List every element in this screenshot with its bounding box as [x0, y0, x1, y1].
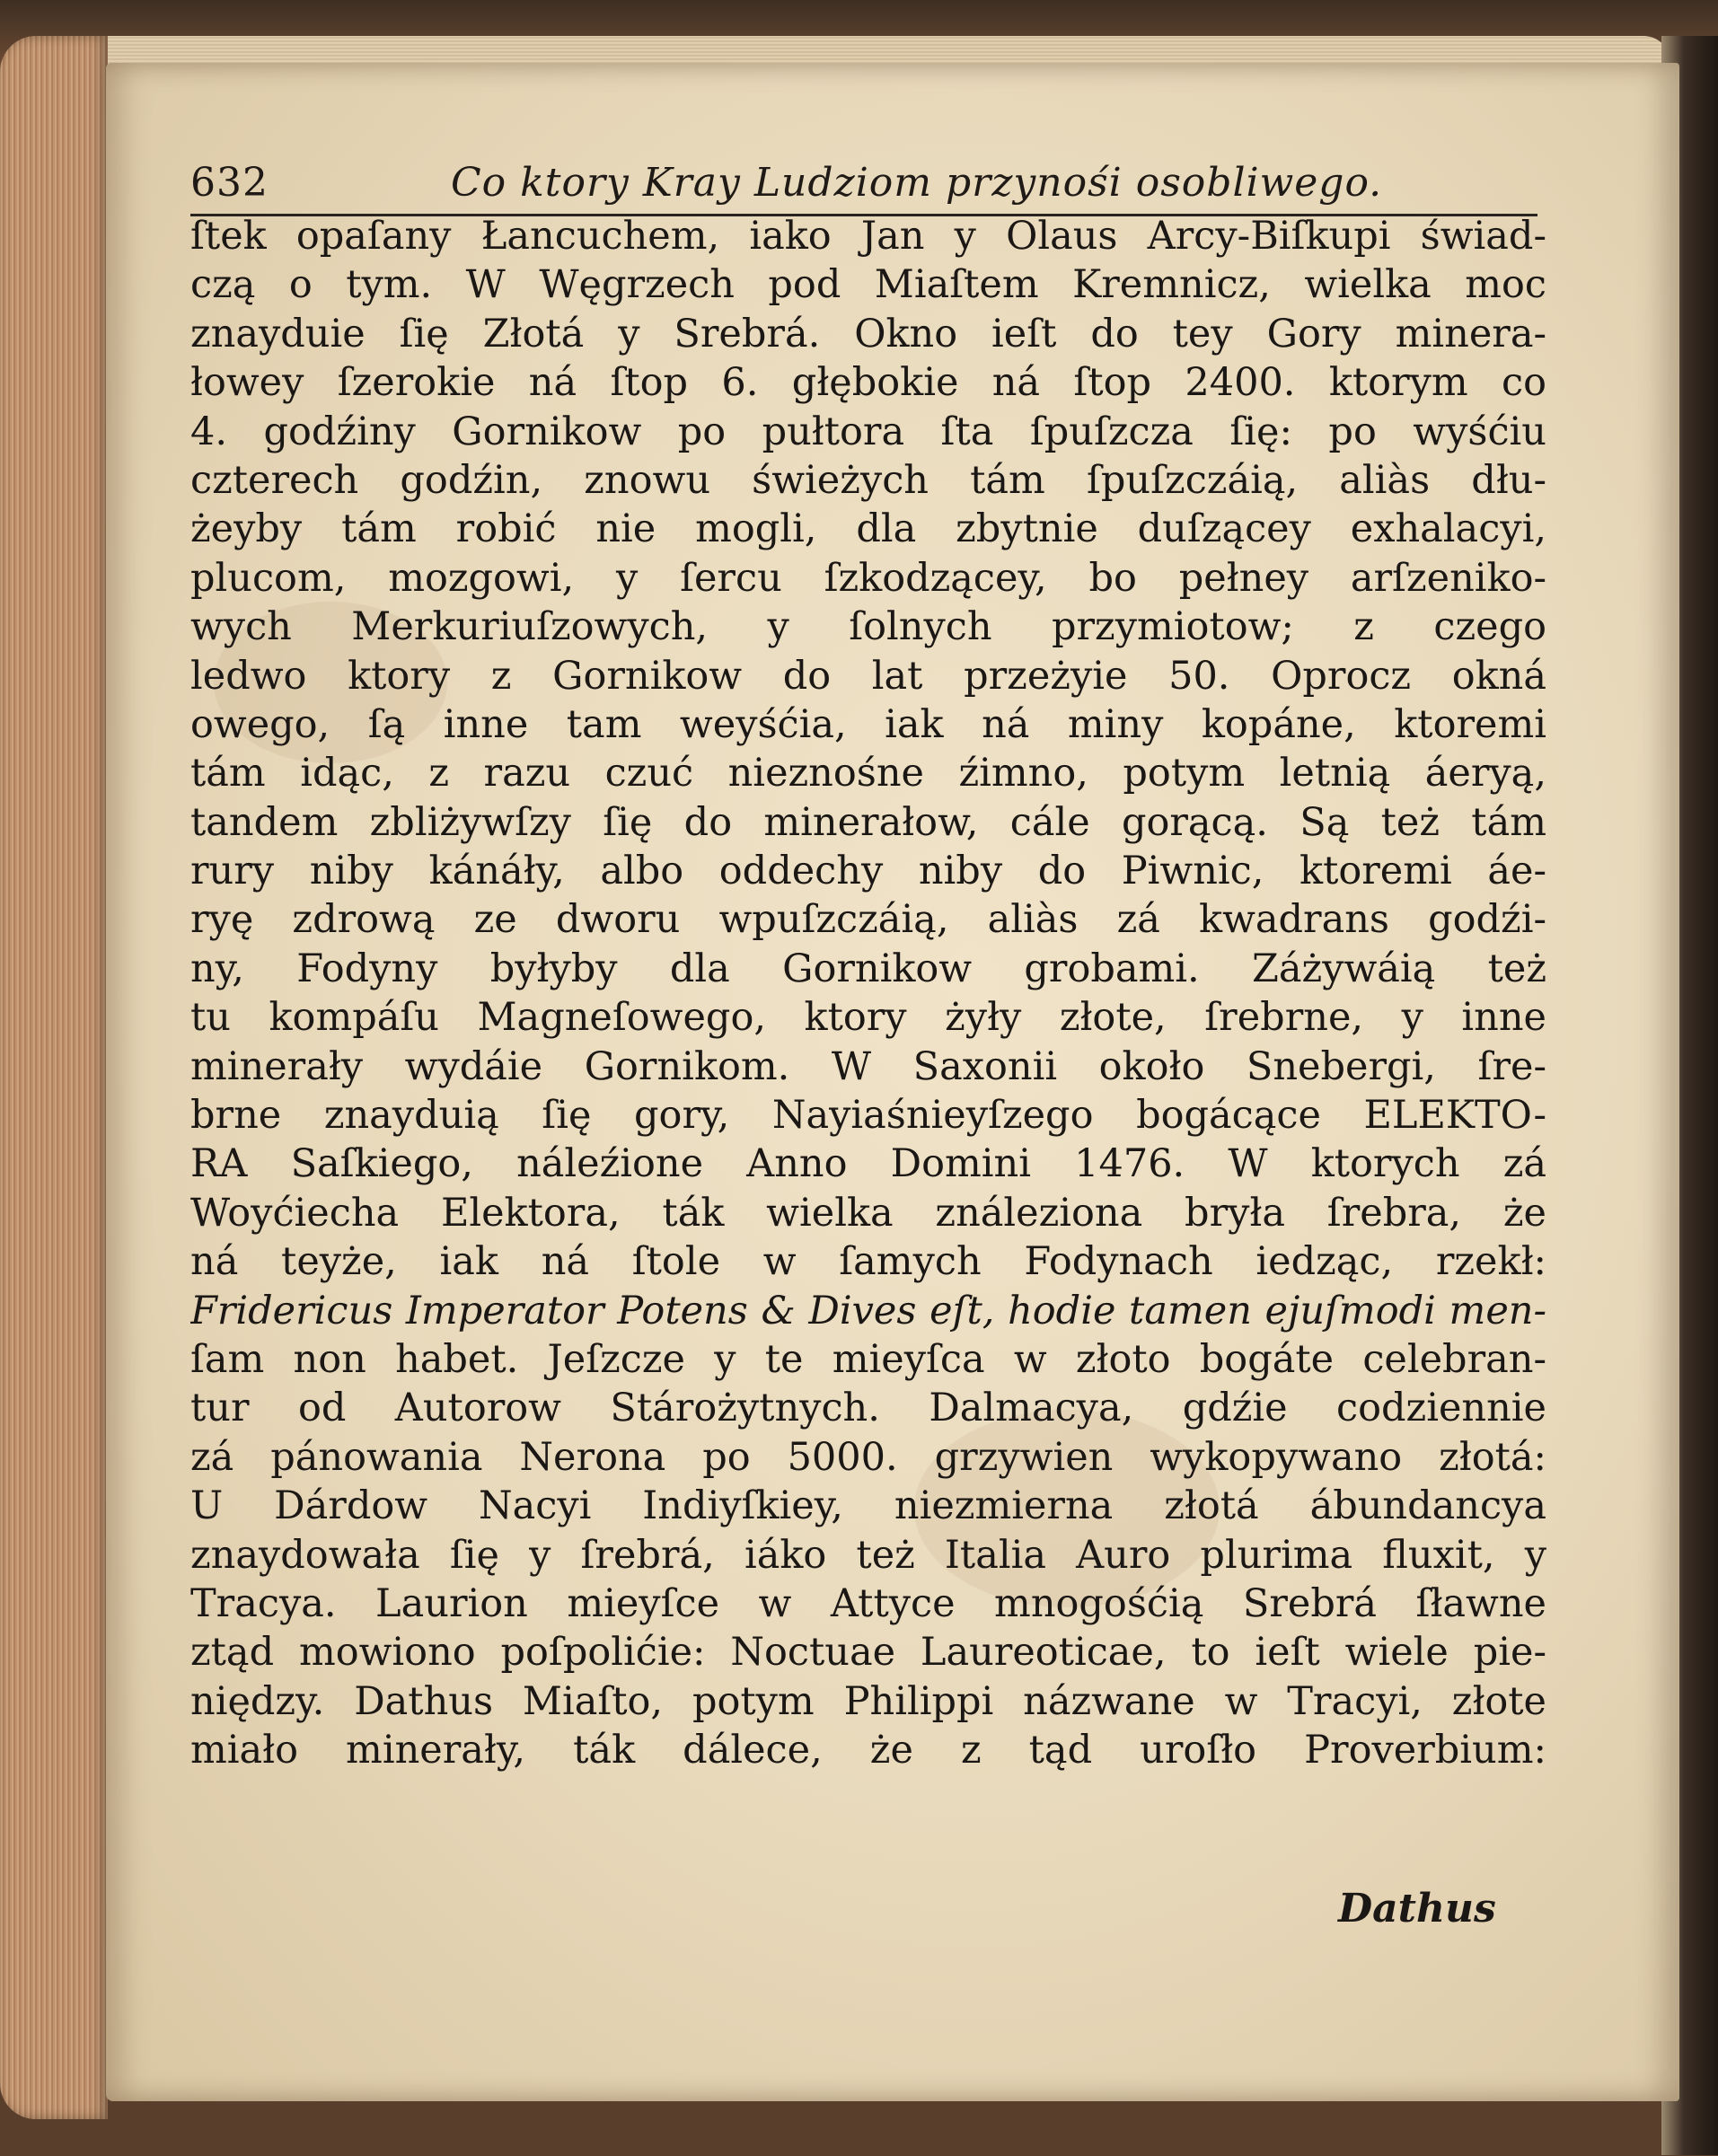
text-line: tám idąc, z razu czuć nieznośne źimno, potym letnią áeryą,	[190, 751, 1546, 796]
text-line: tur od Autorow Stárożytnych. Dalmacya, gdźie codziennie	[190, 1386, 1546, 1431]
text-line: ledwo ktory z Gornikow do lat przeżyie 50. Oprocz okná	[190, 653, 1546, 699]
text-line: U Dárdow Nacyi Indiyſkiey, niezmierna złotá ábundancya	[190, 1483, 1546, 1529]
text-line: znayduie ſię Złotá y Srebrá. Okno ieſt do tey Gory minera-	[190, 311, 1546, 356]
text-line: tandem zbliżywſzy ſię do minerałow, cále gorącą. Są też tám	[190, 799, 1546, 845]
text-line: ná teyże, iak ná ſtole w ſamych Fodynach iedząc, rzekł:	[190, 1239, 1546, 1285]
text-line: zá pánowania Nerona po 5000. grzywien wykopywano złotá:	[190, 1434, 1546, 1480]
text-line: ſam non habet. Jeſzcze y te mieyſca w złoto bogáte celebran-	[190, 1336, 1546, 1382]
text-line: 4. godźiny Gornikow po pułtora ſta ſpuſzcza ſię: po wyśćiu	[190, 409, 1546, 454]
text-line-latin: Fridericus Imperator Potens & Dives eſt, hodie tamen ejuſmodi men-	[190, 1288, 1546, 1333]
text-line: niędzy. Dathus Miaſto, potym Philippi názwane w Tracyi, złote	[190, 1678, 1546, 1724]
text-line: minerały wydáie Gornikom. W Saxonii około Snebergi, ſre-	[190, 1043, 1546, 1089]
book-fore-edge	[0, 36, 108, 2119]
text-line: znaydowała ſię y ſrebrá, iáko też Italia Auro plurima fluxit, y	[190, 1532, 1546, 1578]
text-line: owego, ſą inne tam weyśćia, iak ná miny kopáne, ktoremi	[190, 701, 1546, 747]
text-line: ztąd mowiono poſpolićie: Noctuae Laureoticae, to ieſt wiele pie-	[190, 1630, 1546, 1676]
text-line: ny, Fodyny byłyby dla Gornikow grobami. Záżywáią też	[190, 946, 1546, 991]
text-line: miało minerały, ták dálece, że z tąd uroſło Proverbium:	[190, 1728, 1546, 1773]
catchword: Dathus	[1338, 1886, 1496, 1932]
text-line: plucom, mozgowi, y ſercu ſzkodzącey, bo pełney arſzeniko-	[190, 555, 1546, 601]
text-line: ſtek opaſany Łancuchem, iako Jan y Olaus Arcy-Biſkupi świad-	[190, 214, 1546, 259]
text-line: czą o tym. W Węgrzech pod Miaſtem Kremnicz, wielka moc	[190, 262, 1546, 308]
running-head-title: Co ktory Kray Ludziom przynośi osobliwego.	[451, 160, 1383, 206]
text-line: ryę zdrową ze dworu wpuſzczáią, aliàs zá kwadrans godźi-	[190, 897, 1546, 943]
text-line: RA Saſkiego, náleźione Anno Domini 1476. W ktorych zá	[190, 1141, 1546, 1187]
text-line: tu kompáſu Magneſowego, ktory żyły złote, ſrebrne, y inne	[190, 995, 1546, 1041]
text-line: rury niby kánáły, albo oddechy niby do Piwnic, ktoremi áe-	[190, 849, 1546, 894]
text-line: Tracya. Laurion mieyſce w Attyce mnogośćią Srebrá ſławne	[190, 1580, 1546, 1626]
page-number: 632	[190, 160, 269, 206]
text-line: brne znayduią ſię gory, Nayiaśnieyſzego bogácące ELEKTO-	[190, 1093, 1546, 1139]
text-line: łowey ſzerokie ná ſtop 6. głębokie ná ſtop 2400. ktorym co	[190, 360, 1546, 406]
body-text	[190, 212, 1546, 1775]
text-line: Woyćiecha Elektora, ták wielka ználeziona bryła ſrebra, że	[190, 1190, 1546, 1236]
text-line: żeyby tám robić nie mogli, dla zbytnie duſzącey exhalacyi,	[190, 506, 1546, 552]
text-line: czterech godźin, znowu świeżych tám ſpuſzczáią, aliàs dłu-	[190, 457, 1546, 503]
text-line: wych Merkuriuſzowych, y ſolnych przymiotow; z czego	[190, 604, 1546, 650]
running-head	[190, 160, 1537, 214]
